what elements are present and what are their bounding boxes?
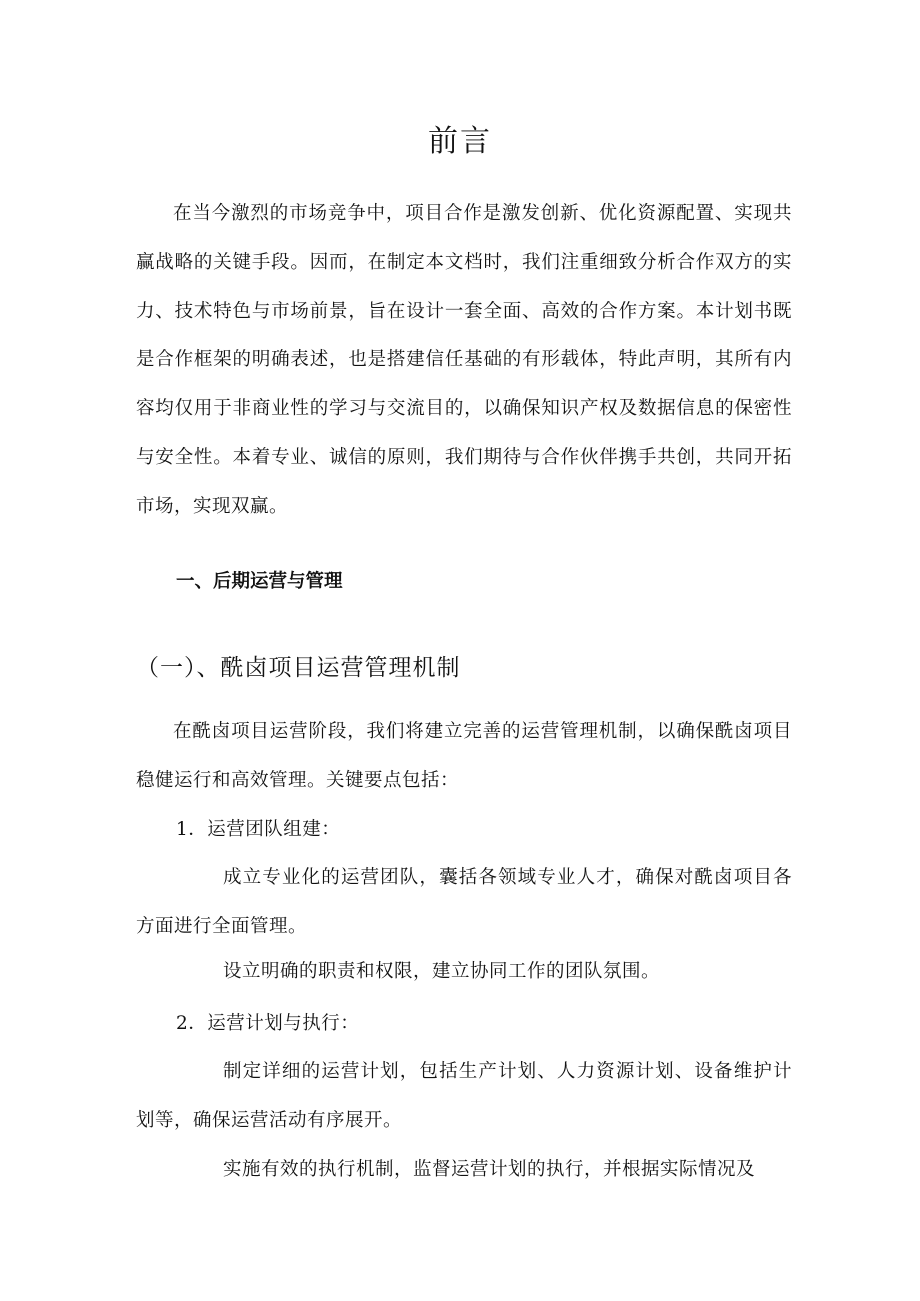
list-item-title: 2．运营计划与执行： [176,1013,360,1034]
list-item-paragraph: 制定详细的运营计划，包括生产计划、人力资源计划、设备维护计划等，确保运营活动有序展开。 [136,1061,792,1131]
section-heading: 一、后期运营与管理 [176,571,343,592]
intro-paragraph: 在当今激烈的市场竞争中，项目合作是激发创新、优化资源配置、实现共赢战略的关键手段。因而，在制定本文档时，我们注重细致分析合作双方的实力、技术特色与市场前景，旨在设计一套全面、高效的合作方案。本计划书既是合作框架的明确表述，也是搭建信任基础的有形载体，特此声明，其所有内容均仅用于非商业性的学习与交流目的，以确保知识产权及数据信息的保密性与安全性。本着专业、诚信的原则，我们期待与合作伙伴携手共创，共同开拓市场，实现双赢。 [136,203,792,517]
page-title: 前言 [428,124,492,159]
body-paragraph: 在酰卤项目运营阶段，我们将建立完善的运营管理机制，以确保酰卤项目稳健运行和高效管理。关键要点包括： [136,721,792,791]
list-item-paragraph: 实施有效的执行机制，监督运营计划的执行，并根据实际情况及 [223,1159,756,1180]
list-item-paragraph: 成立专业化的运营团队，囊括各领域专业人才，确保对酰卤项目各方面进行全面管理。 [136,867,792,937]
subsection-heading: （一）、酰卤项目运营管理机制 [136,655,461,681]
list-item-title: 1．运营团队组建： [176,819,341,840]
list-item-paragraph: 设立明确的职责和权限，建立协同工作的团队氛围。 [223,961,661,982]
